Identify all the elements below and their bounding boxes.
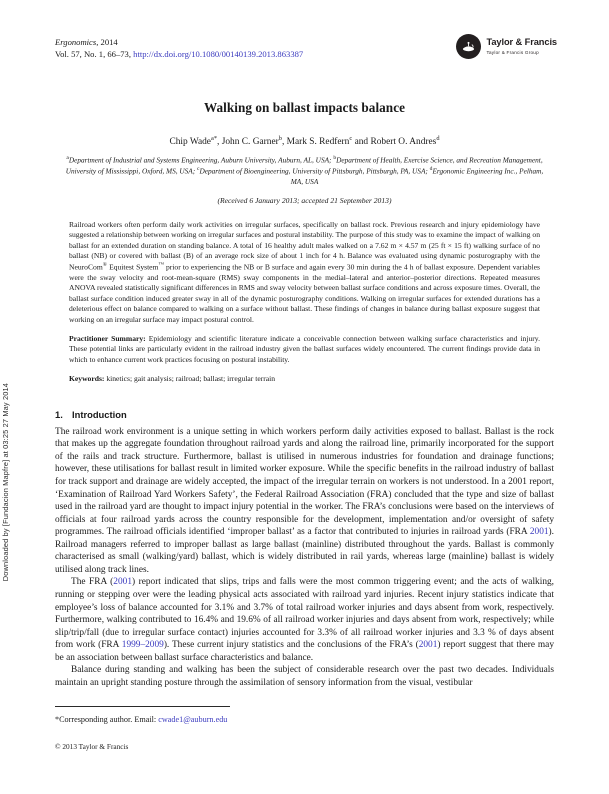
download-watermark: Downloaded by [Fundacion Mapfre] at 03:25 27 May 2014 [1, 383, 10, 582]
footnote-divider [55, 706, 230, 707]
abstract-block [55, 220, 554, 385]
practitioner-summary [69, 334, 540, 365]
corresponding-author-line [55, 714, 295, 725]
corresponding-author-email[interactable]: cwade1@auburn.edu [158, 715, 228, 724]
volume-issue-pages: Vol. 57, No. 1, 66–73, [55, 49, 134, 60]
doi-link[interactable]: http://dx.doi.org/10.1080/00140139.2013.863387 [133, 49, 304, 60]
journal-year: , 2014 [96, 37, 118, 47]
introduction-body [55, 426, 554, 690]
copyright-line: © 2013 Taylor & Francis [55, 742, 129, 752]
section-number: 1. [55, 408, 63, 420]
journal-name: Ergonomics [55, 37, 97, 47]
section-heading-introduction [55, 409, 554, 420]
author-list: Chip Wade$^{a*}$, John C. Garner$^b$, Mark S. Redfern$^c$ and Robert O. Andres$^d$ [169, 135, 440, 148]
affiliation-list: $^a$Department of Industrial and Systems Engineering, Auburn University, Auburn, AL, USA; $^b$Department of Health, Exercise Science, and Recreation Management, University of Mississippi, Oxford, MS, USA; $^c$Department of Bioengineering, University of Pittsburgh, Pittsburgh, PA, USA; $^d$Ergonomic Engineering Inc., Pelham, MA, USA [65, 155, 544, 186]
practitioner-summary-text: Epidemiology and scientific literature indicate a conceivable connection between walking surface characteristics and injury. These potential links are particularly evident in the railroad industry given the ballast surfaces widely encountered. The current findings provide data in which to enhance current work practices focusing on postural instability. [69, 333, 540, 364]
paragraph-1: The railroad work environment is a unique setting in which workers perform daily activities exposed to ballast. Ballast is the rock that makes up the aggregate foundation throughout railroad yards and along the railroad line, primarily incorporated for the support of the rails and track structure. Furthermore, ballast is utilised in numerous industries for foundation and drainage functions; however, these utilisations for ballast result in limited worker exposure. While the specific benefits in the railroad industry of ballast for track support and drainage are widely accepted, the impact of the irregular terrain on workers is not understood. In a 2001 report, ‘Examination of Railroad Yard Workers Safety’, the Federal Railroad Association (FRA) concluded that the type and size of ballast used in the railroad yard are thought to impact injury potential in the worker. The FRA’s conclusions were based on the interviews of officials at four railroad yards across the country responsible for the development, implementation and/or oversight of safety programmes. The railroad officials identified ‘improper ballast’ as a factor that contributed to injuries in railroad yards (FRA 2001). Railroad managers referred to improper ballast as large ballast (mainline) distributed throughout the yards. Ballast is commonly characterised as small (walking/yard) ballast, which is widely distributed in rail yards, whereas large (mainline) ballast is widely utilised along track lines. [55, 426, 554, 575]
corresponding-author-label: *Corresponding author. Email: [55, 715, 159, 724]
keywords-text: kinetics; gait analysis; railroad; ballast; irregular terrain [104, 374, 276, 384]
keywords [69, 374, 540, 384]
page-title: Walking on ballast impacts balance [203, 100, 405, 115]
footnote-block [55, 706, 295, 751]
article-content [55, 0, 554, 690]
paragraph-3: Balance during standing and walking has been the subject of considerable research over the past two decades. Individuals maintain an upright standing posture through the assimilation of sensory information from the visual, vestibular [55, 665, 554, 688]
publisher-group: Taylor & Francis Group [486, 49, 539, 55]
publisher-name: Taylor & Francis [486, 37, 557, 48]
paragraph-2: The FRA (2001) report indicated that slips, trips and falls were the most common triggering event; and the acts of walking, running or stepping over were the leading physical acts associated with railroad yard injuries. Recent injury statistics indicate that employee’s loss of balance accounted for 3.1% and 3.7% of total railroad worker injuries and days absent from work, respectively. Furthermore, walking contributed to 16.4% and 19.6% of all railroad worker injuries and days absent from work, respectively; while slip/trip/fall (due to irregular surface contact) injuries accounted for 3.3% of all railroad worker injuries and 3.3 % of days absent from work (FRA 1999–2009). These current injury statistics and the conclusions of the FRA’s (2001) report suggest that there may be an association between ballast surface characteristics and balance. [55, 577, 554, 663]
received-accepted-dates: (Received 6 January 2013; accepted 21 September 2013) [217, 196, 392, 206]
section-title: Introduction [72, 408, 127, 420]
abstract-text: Railroad workers often perform daily work activities on irregular surfaces, specifically on ballast rock. Previous research and injury epidemiology have suggested a relationship between working on irregular surfaces and postural instability. The purpose of this study was to examine the impact of walking on ballast for an extended duration on standing balance. A total of 16 healthy adult males walked on a 7.62 m × 4.57 m (25 ft × 15 ft) walking surface of no ballast (NB) or covered with ballast (B) of an average rock size of about 1 inch for 4 h. Balance was evaluated using dynamic posturography with the NeuroCom® Equitest System™ prior to experiencing the NB or B surface and again every 30 min during the 4 h of ballast exposure. Dependent variables were the sway velocity and root-mean-square (RMS) sway components in the medial–lateral and anterior–posterior directions. Repeated measures ANOVA revealed statistically significant differences in RMS and sway velocity between ballast surface conditions and across exposure times. Overall, the ballast surface condition induced greater sway in all of the dynamic posturography conditions. Walking on irregular surfaces for extended durations has a deleterious effect on balance compared to walking on a surface without ballast. These findings of changes in balance during ballast exposure suggest that working on an irregular surface may impact postural control. [69, 220, 540, 324]
keywords-label: Keywords: [69, 374, 105, 384]
practitioner-summary-label: Practitioner Summary: [69, 333, 146, 343]
